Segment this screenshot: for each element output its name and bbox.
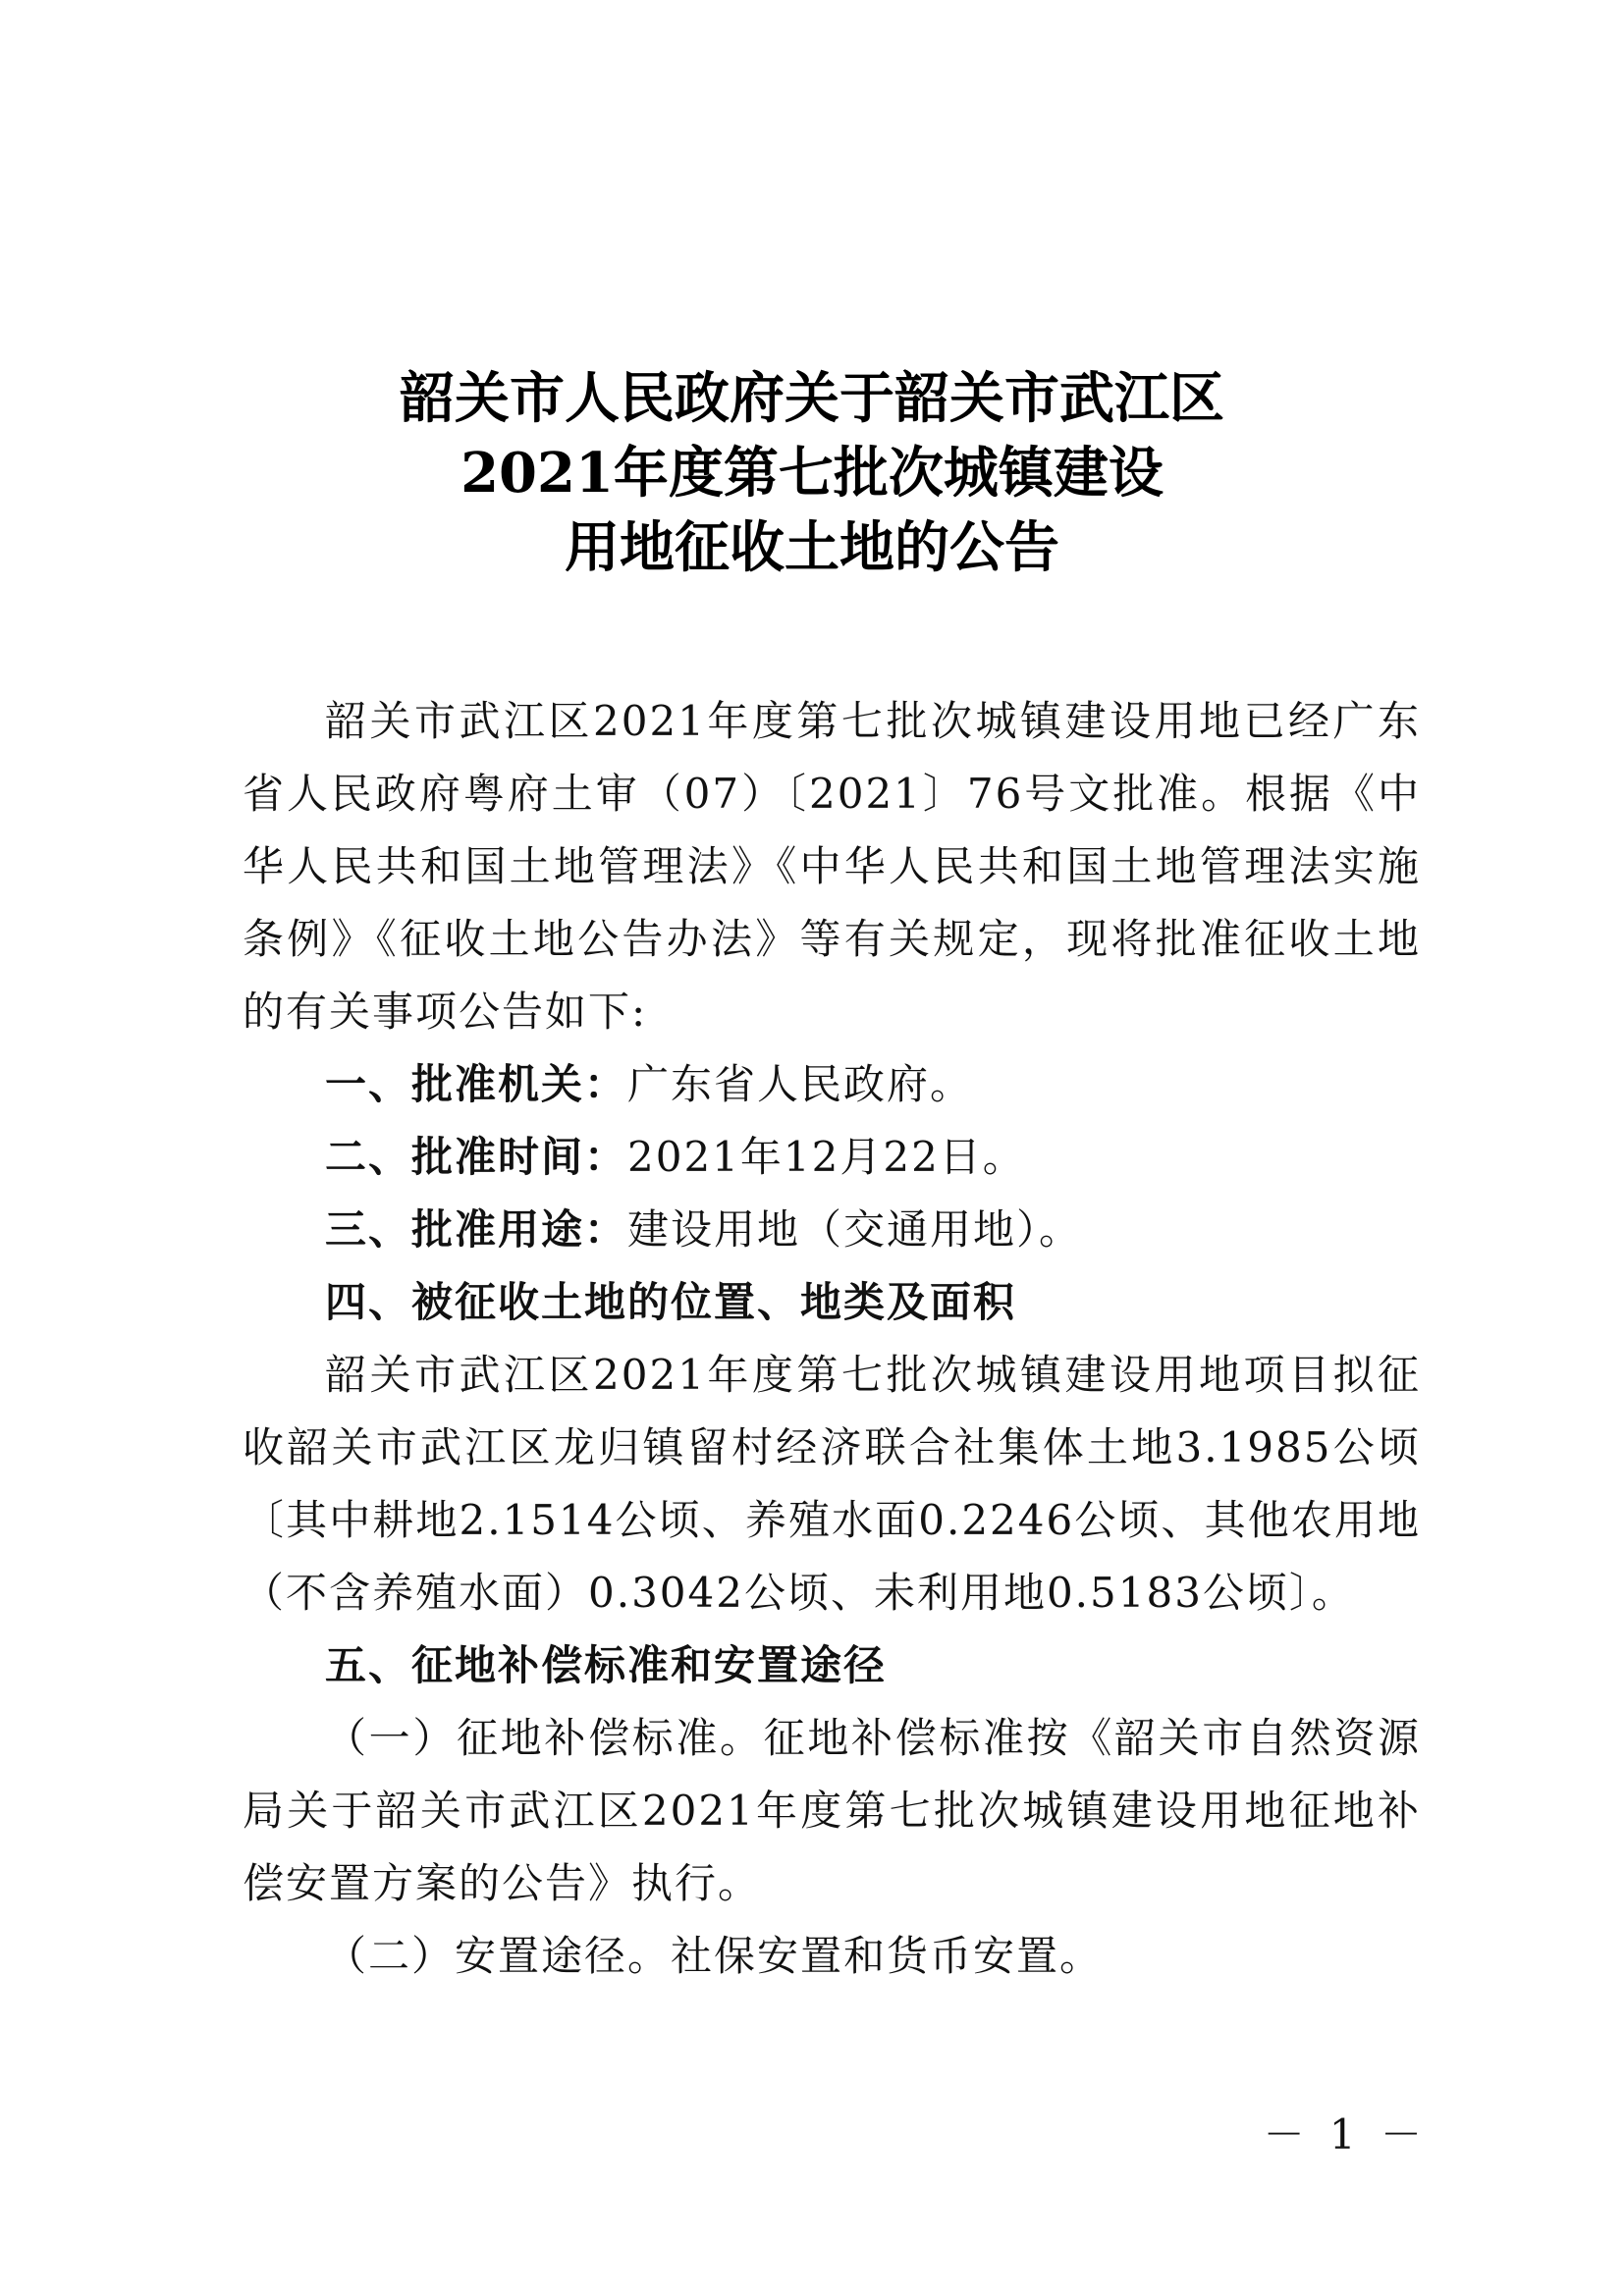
approval-authority-item	[243, 1048, 1421, 1121]
approval-authority-value: 广东省人民政府。	[627, 1060, 974, 1108]
section-5-sub-1: （一）征地补偿标准。征地补偿标准按《韶关市自然资源局关于韶关市武江区2021年度第七批次城镇建设用地征地补偿安置方案的公告》执行。	[243, 1714, 1421, 1907]
section-4-paragraph: 韶关市武江区2021年度第七批次城镇建设用地项目拟征收韶关市武江区龙归镇留村经济联合社集体土地3.1985公顷〔其中耕地2.1514公顷、养殖水面0.2246公顷、其他农用地（不含养殖水面）0.3042公顷、未利用地0.5183公顷〕。	[243, 1351, 1421, 1617]
approval-date-value: 2021年12月22日。	[627, 1133, 1026, 1181]
section-4-heading: 四、被征收土地的位置、地类及面积	[325, 1278, 1017, 1326]
approval-purpose-item	[243, 1194, 1421, 1266]
intro-paragraph: 韶关市武江区2021年度第七批次城镇建设用地已经广东省人民政府粤府土审（07）〔2021〕76号文批准。根据《中华人民共和国土地管理法》《中华人民共和国土地管理法实施条例》《征收土地公告办法》等有关规定，现将批准征收土地的有关事项公告如下:	[243, 697, 1421, 1036]
section-5-heading: 五、征地补偿标准和安置途径	[325, 1641, 888, 1689]
page-number: － 1 －	[1263, 2110, 1428, 2159]
approval-date-item	[243, 1121, 1421, 1194]
section-5-sub-2: （二）安置途径。社保安置和货币安置。	[325, 1932, 1104, 1980]
approval-purpose-value: 建设用地（交通用地）。	[627, 1205, 1083, 1254]
document-body	[243, 685, 1421, 1993]
approval-authority-label: 一、批准机关：	[325, 1060, 628, 1108]
document-title	[0, 361, 1624, 585]
approval-purpose-label: 三、批准用途：	[325, 1205, 628, 1254]
title-line-2: 2021年度第七批次城镇建设	[460, 441, 1164, 506]
title-line-1: 韶关市人民政府关于韶关市武江区	[400, 366, 1224, 431]
title-line-3: 用地征收土地的公告	[565, 515, 1059, 580]
approval-date-label: 二、批准时间：	[325, 1133, 628, 1181]
